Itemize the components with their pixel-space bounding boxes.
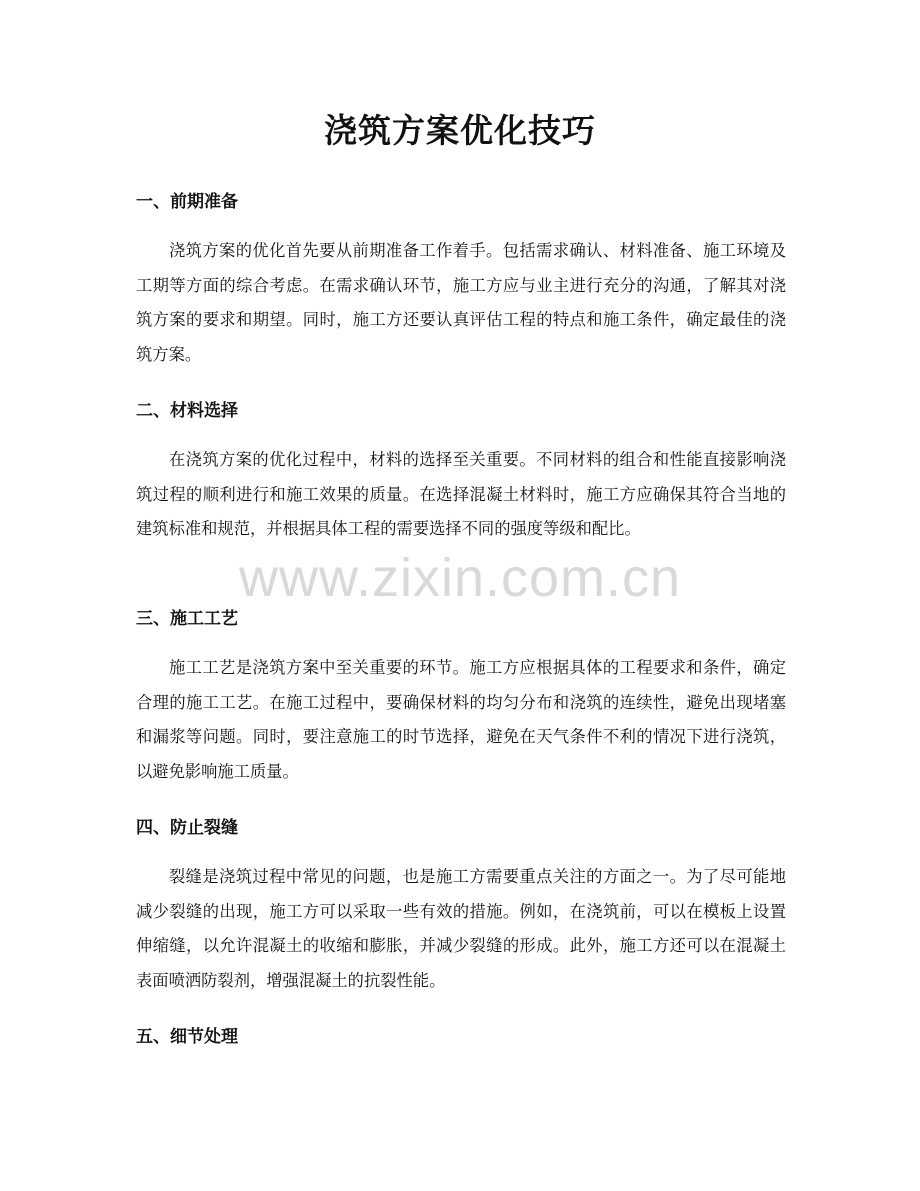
section-heading-materials: 二、材料选择 [136,401,238,421]
section-body-process: 施工工艺是浇筑方案中至关重要的环节。施工方应根据具体的工程要求和条件，确定合理的施工工艺。在施工过程中，要确保材料的均匀分布和浇筑的连续性，避免出现堵塞和漏浆等问题。同时，要注意施工的时节选择，避免在天气条件不利的情况下进行浇筑，以避免影响施工质量。 [136,658,786,782]
section-heading-process: 三、施工工艺 [136,609,238,629]
section-heading-preparation: 一、前期准备 [136,192,238,212]
watermark-text: www.zixin.com.cn [238,548,682,608]
section-heading-cracks: 四、防止裂缝 [136,818,238,838]
section-body-preparation: 浇筑方案的优化首先要从前期准备工作着手。包括需求确认、材料准备、施工环境及工期等方面的综合考虑。在需求确认环节，施工方应与业主进行充分的沟通，了解其对浇筑方案的要求和期望。同时，施工方还要认真评估工程的特点和施工条件，确定最佳的浇筑方案。 [136,241,786,365]
section-body-materials: 在浇筑方案的优化过程中，材料的选择至关重要。不同材料的组合和性能直接影响浇筑过程的顺利进行和施工效果的质量。在选择混凝土材料时，施工方应确保其符合当地的建筑标准和规范，并根据具体工程的需要选择不同的强度等级和配比。 [136,450,786,539]
document-title: 浇筑方案优化技巧 [324,111,596,150]
section-heading-details: 五、细节处理 [136,1027,238,1047]
section-body-cracks: 裂缝是浇筑过程中常见的问题，也是施工方需要重点关注的方面之一。为了尽可能地减少裂缝的出现，施工方可以采取一些有效的措施。例如，在浇筑前，可以在模板上设置伸缩缝，以允许混凝土的收缩和膨胀，并减少裂缝的形成。此外，施工方还可以在混凝土表面喷洒防裂剂，增强混凝土的抗裂性能。 [136,867,786,991]
